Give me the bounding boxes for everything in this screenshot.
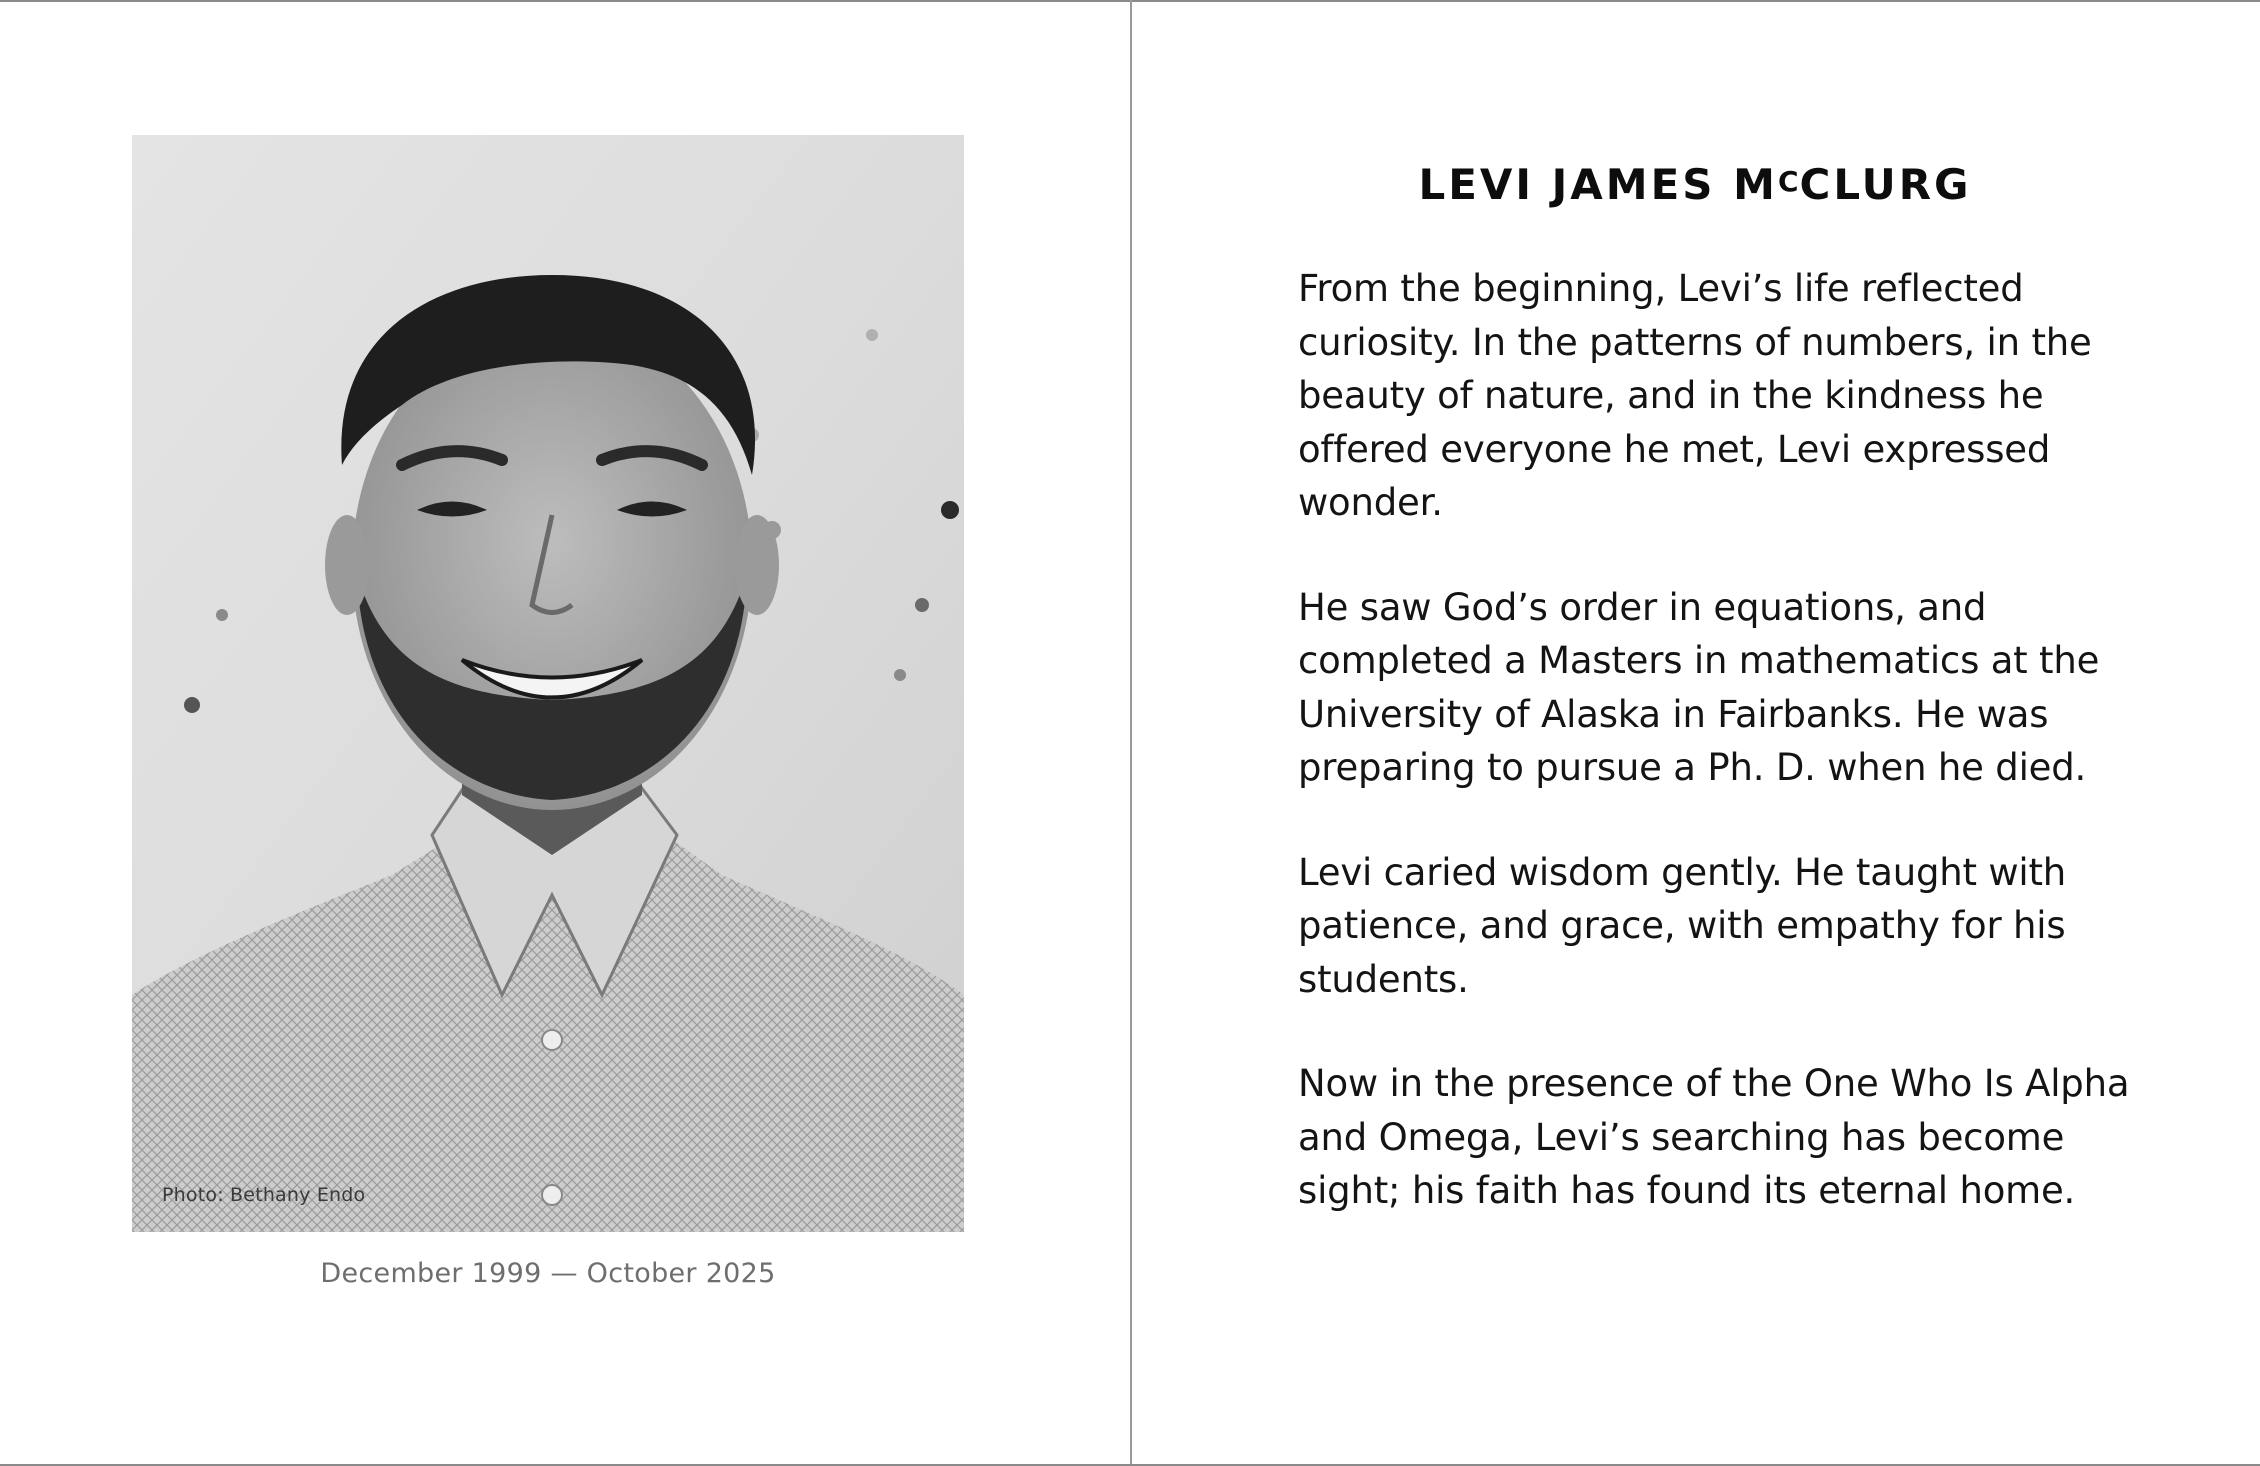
bio-paragraph: Now in the presence of the One Who Is Alpha and Omega, Levi’s searching has become sight; his faith has found its eternal home. <box>1298 1062 2130 1212</box>
name-prefix: LEVI JAMES M <box>1418 160 1778 209</box>
biography <box>1298 262 2138 1269</box>
page-gutter-divider <box>1130 0 1132 1466</box>
bio-paragraph: Levi caried wisdom gently. He taught with patience, and grace, with empathy for his students. <box>1298 850 2067 1001</box>
memorial-name-heading <box>1130 160 2260 209</box>
life-dates: December 1999 — October 2025 <box>320 1258 776 1289</box>
name-superscript: C <box>1777 165 1800 198</box>
bio-paragraph: From the beginning, Levi’s life reflected curiosity. In the patterns of numbers, in the beauty of nature, and in the kindness he offered everyone he met, Levi expressed wonder. <box>1298 267 2092 524</box>
name-suffix: CLURG <box>1799 160 1972 209</box>
bio-paragraph: He saw God’s order in equations, and completed a Masters in mathematics at the University of Alaska in Fairbanks. He was preparing to pursue a Ph. D. when he died. <box>1298 585 2100 789</box>
portrait-photo <box>132 135 964 1232</box>
photo-credit: Photo: Bethany Endo <box>162 1184 366 1206</box>
portrait-image <box>132 135 964 1232</box>
